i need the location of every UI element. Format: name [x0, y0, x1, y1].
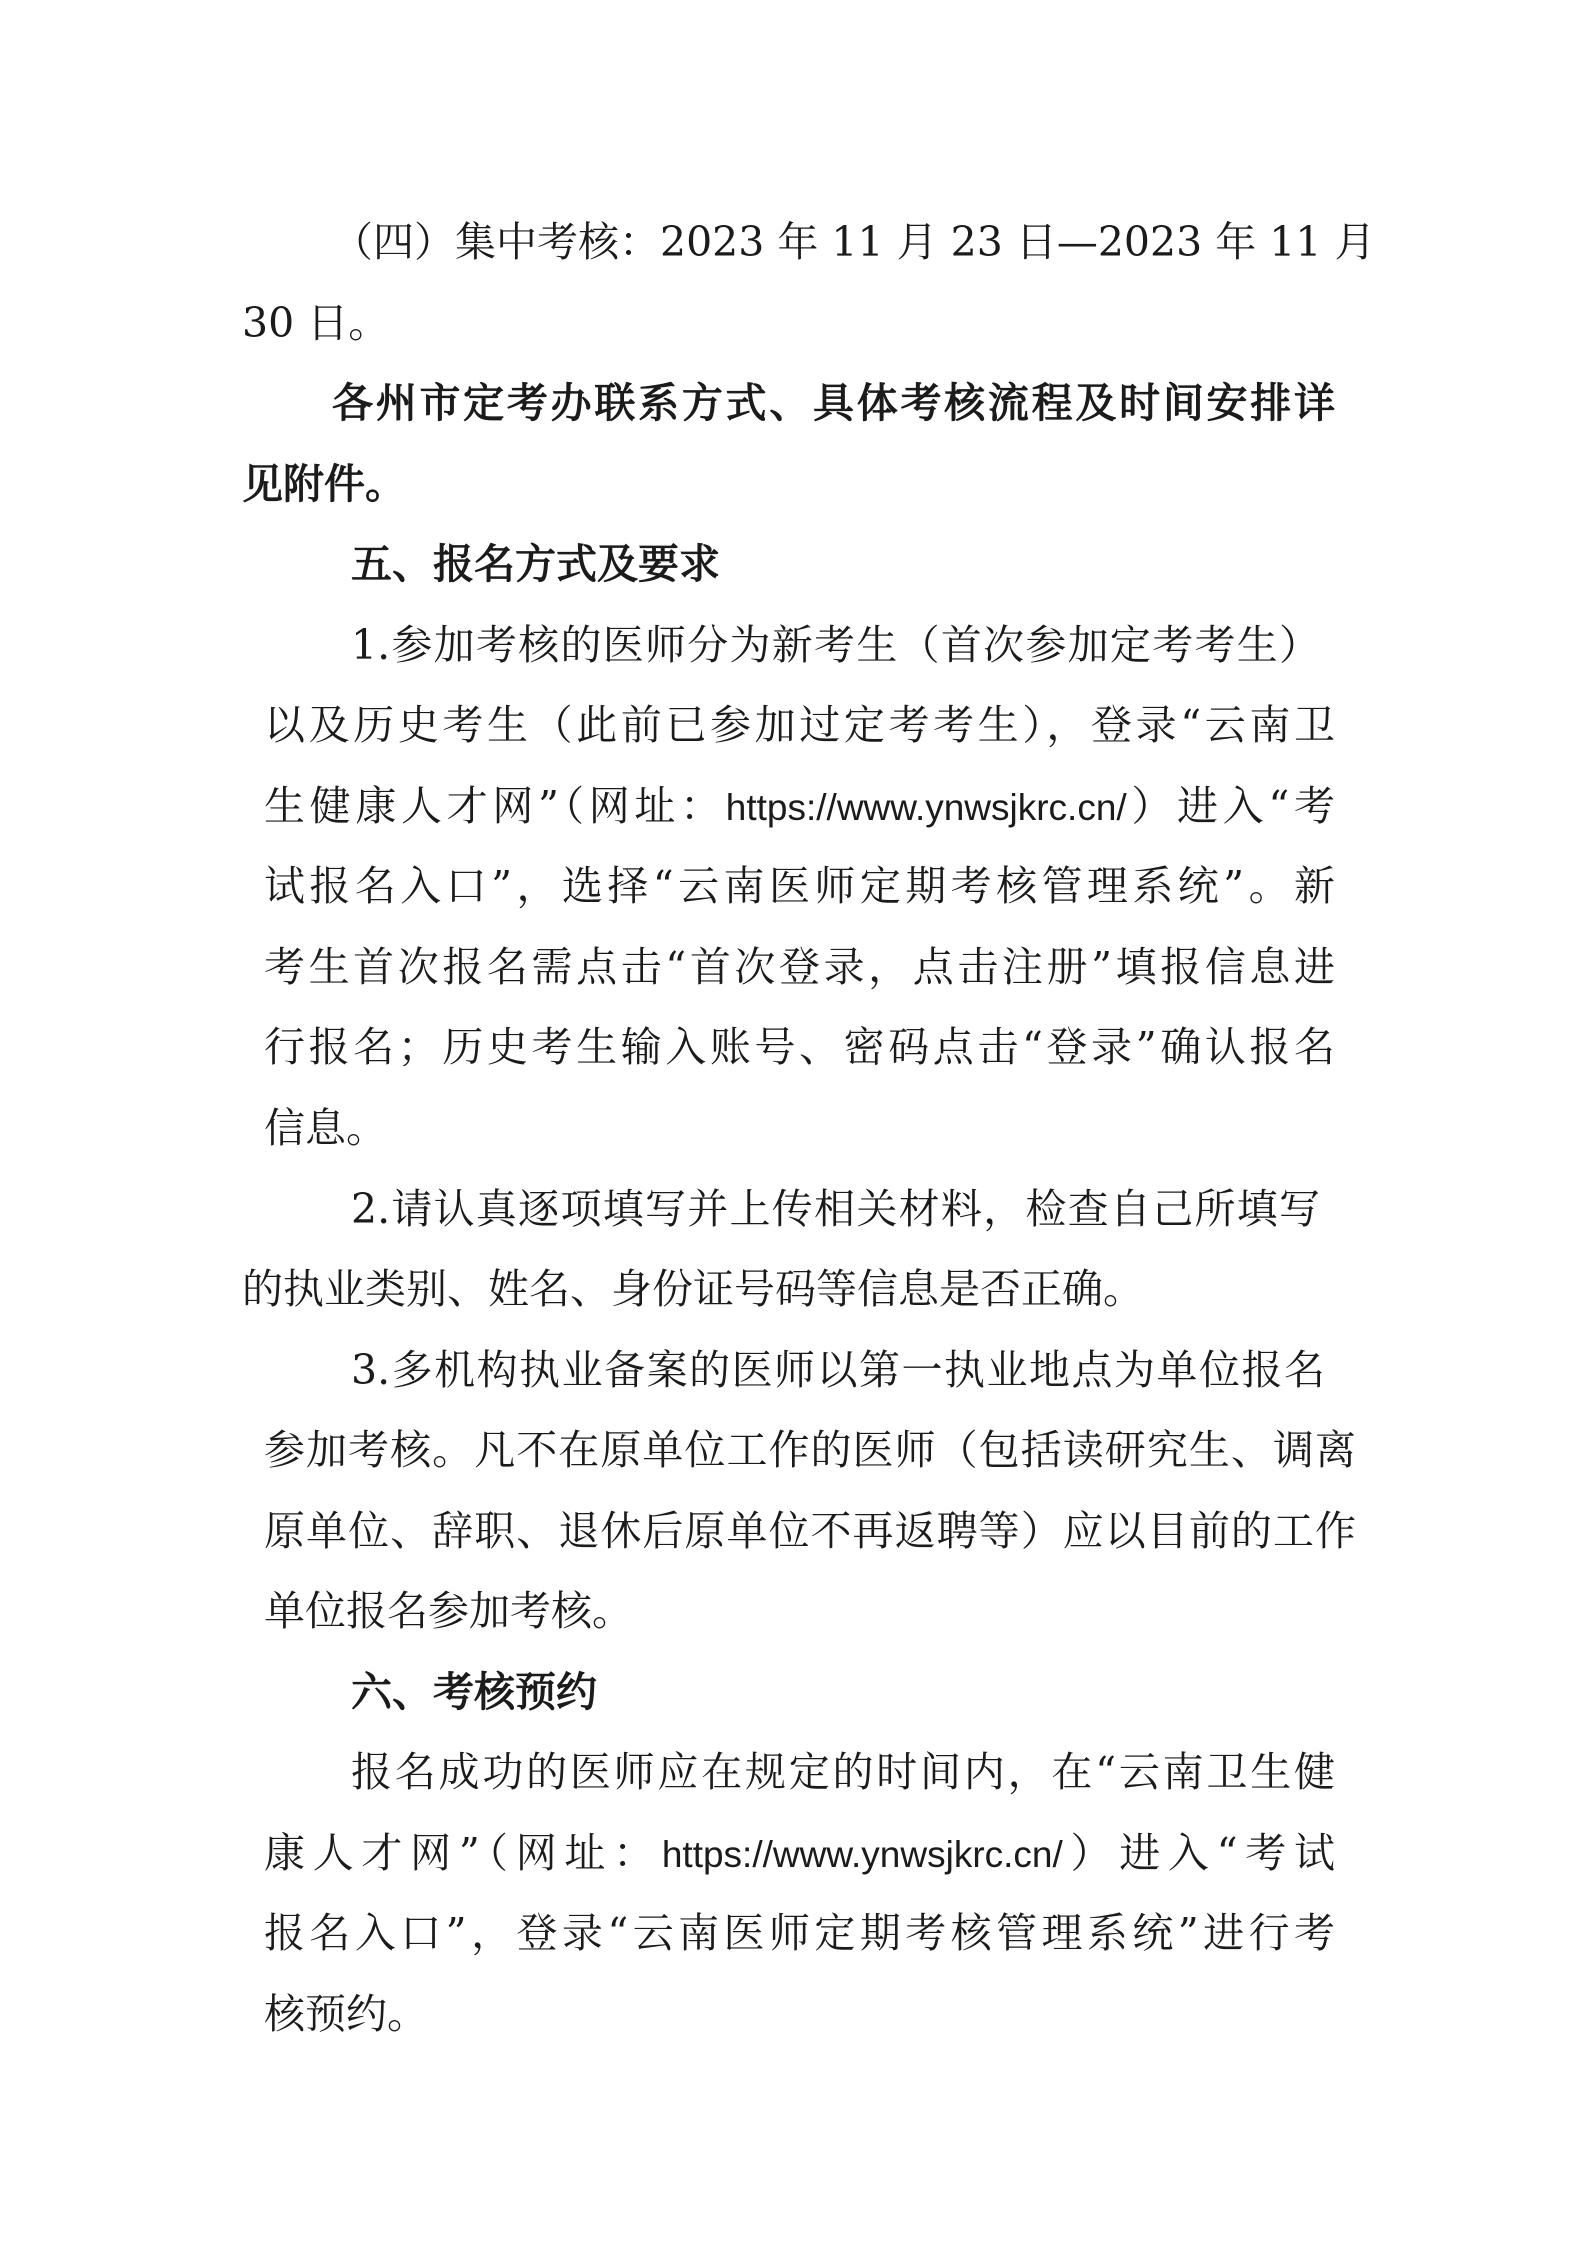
text-line: 行报名；历史考生输入账号、密码点击“登录”确认报名: [264, 1023, 1335, 1072]
text-segment: 康人才网”（网址：: [264, 1828, 662, 1877]
text-line: （四）集中考核：2023 年 11 月 23 日—2023 年 11 月: [332, 218, 1376, 266]
text-line: 信息。: [264, 1104, 387, 1153]
paragraph-appointment: [0, 1732, 1587, 2054]
text-segment: ）进入“考: [1126, 781, 1335, 830]
text-line: [264, 1813, 1335, 1894]
paragraph-contact-note: [0, 363, 1587, 524]
text-line: 报名入口”，登录“云南医师定期考核管理系统”进行考: [264, 1909, 1335, 1958]
text-line: 试报名入口”，选择“云南医师定期考核管理系统”。新: [264, 862, 1335, 911]
text-line: 见附件。: [242, 459, 406, 508]
paragraph-item-four: [0, 202, 1587, 363]
text-line: 报名成功的医师应在规定的时间内，在“云南卫生健: [351, 1748, 1335, 1797]
text-segment: 生健康人才网”（网址：: [264, 781, 726, 830]
text-line: 核预约。: [264, 1990, 428, 2039]
paragraph-item-2: [0, 1169, 1587, 1330]
text-line: 2.请认真逐项填写并上传相关材料，检查自己所填写: [351, 1184, 1320, 1233]
text-line: 各州市定考办联系方式、具体考核流程及时间安排详: [332, 379, 1335, 428]
text-line: [264, 766, 1335, 847]
document-body: [0, 202, 1587, 2055]
section-heading-five: 五、报名方式及要求: [351, 540, 720, 589]
website-url: https://www.ynwsjkrc.cn/: [661, 1833, 1063, 1875]
section-heading-six: 六、考核预约: [351, 1667, 597, 1716]
text-line: 考生首次报名需点击“首次登录，点击注册”填报信息进: [264, 942, 1335, 991]
text-line: 30 日。: [242, 298, 390, 347]
text-segment: ）进入“考试: [1062, 1828, 1335, 1877]
paragraph-item-1: [0, 605, 1587, 1169]
text-line: 单位报名参加考核。: [264, 1587, 633, 1636]
text-line: 原单位、辞职、退休后原单位不再返聘等）应以目前的工作: [264, 1506, 1356, 1555]
text-line: 3.多机构执业备案的医师以第一执业地点为单位报名: [351, 1345, 1325, 1394]
text-line: 1.参加考核的医师分为新考生（首次参加定考考生）: [351, 620, 1320, 669]
text-line: 的执业类别、姓名、身份证号码等信息是否正确。: [242, 1265, 1144, 1314]
text-line: 以及历史考生（此前已参加过定考考生），登录“云南卫: [264, 701, 1335, 750]
website-url: https://www.ynwsjkrc.cn/: [725, 786, 1127, 828]
paragraph-item-3: [0, 1330, 1587, 1652]
text-line: 参加考核。凡不在原单位工作的医师（包括读研究生、调离: [264, 1426, 1356, 1475]
